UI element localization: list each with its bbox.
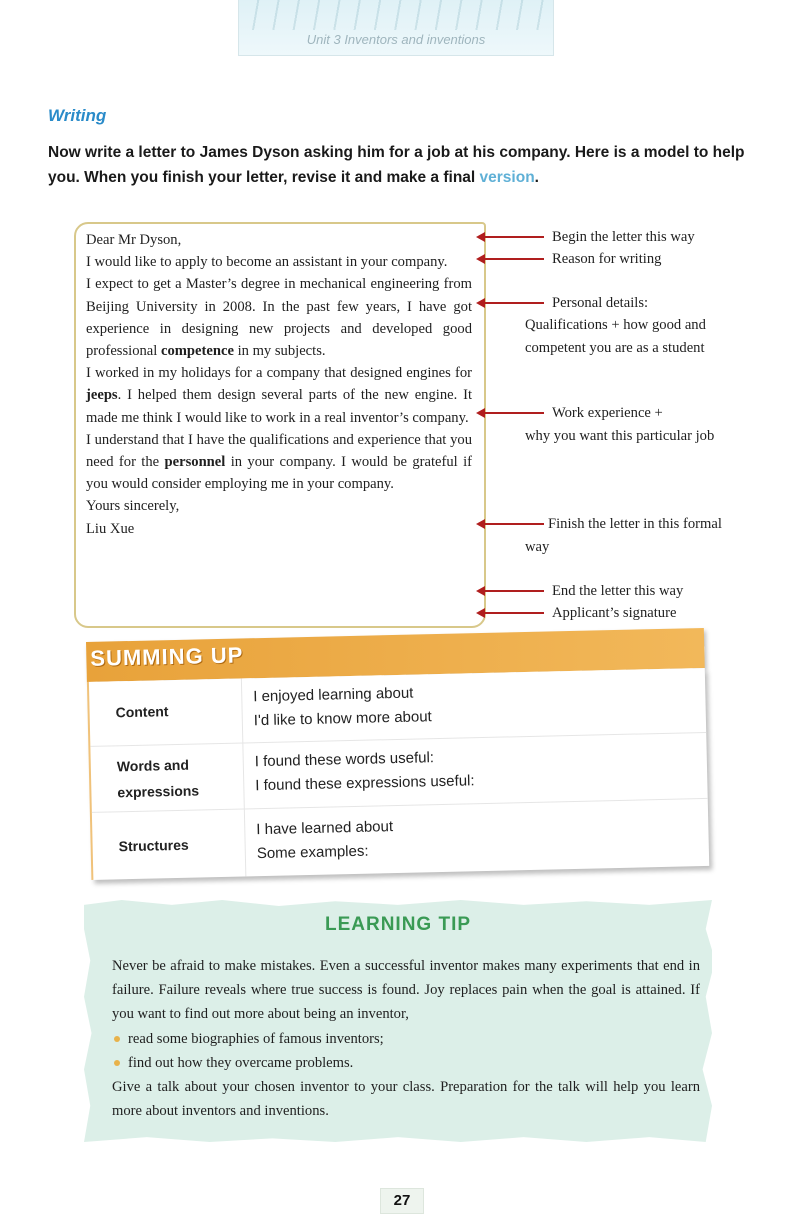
- note-work-2: why you want this particular job: [525, 428, 715, 444]
- note-signature: Applicant’s signature: [552, 605, 677, 621]
- note-finish-2: way: [525, 539, 550, 555]
- table-row-structures: [92, 798, 709, 880]
- content-line-1: I enjoyed learning about: [253, 684, 414, 706]
- instructions-text: Now write a letter to James Dyson asking him for a job at his company. Here is a model to help you. When you finish your letter, revise it and make a final: [48, 144, 745, 186]
- tip-bullet-1: [112, 1027, 700, 1051]
- writing-instructions: [48, 140, 758, 190]
- note-personal-1: Personal details:: [552, 295, 649, 311]
- arrow-1: [484, 236, 544, 238]
- summing-up-panel: [86, 628, 709, 880]
- words-line-2: I found these expressions useful:: [255, 772, 475, 795]
- row-head-structures: Structures: [118, 836, 189, 855]
- tip-bullet-2-text: find out how they overcame problems.: [128, 1054, 354, 1071]
- letter-p4-bold: personnel: [164, 454, 226, 471]
- row-head-content: Content: [115, 703, 169, 721]
- unit-header-band: [238, 0, 554, 56]
- learning-tip-body: [112, 954, 700, 1123]
- note-personal-2: Qualifications + how good and: [525, 317, 706, 333]
- note-finish-1: Finish the letter in this formal: [548, 516, 722, 532]
- structures-line-1: I have learned about: [256, 818, 394, 839]
- letter-closing: Yours sincerely,: [86, 498, 180, 515]
- instructions-highlight: version: [479, 169, 535, 186]
- letter-p2-end: in my subjects.: [233, 343, 326, 360]
- arrow-6: [484, 590, 544, 592]
- tip-paragraph-2: Give a talk about your chosen inventor to your class. Preparation for the talk will help you learn more about inventors and inventions.: [112, 1079, 700, 1120]
- letter-p4-text: I understand that I have the qualifications and experience that you need for the: [86, 431, 472, 471]
- note-work-1: Work experience +: [552, 405, 663, 421]
- arrow-7: [484, 612, 544, 614]
- letter-p2-text: I expect to get a Master’s degree in mechanical engineering from Beijing University in 2008. In the past few years, I have got experience in designing new projects and developed good professional: [86, 276, 472, 360]
- structures-line-2: Some examples:: [256, 842, 369, 863]
- header-decoration: [239, 0, 553, 30]
- letter-salutation: Dear Mr Dyson,: [86, 232, 182, 248]
- summing-up-table: [87, 668, 709, 880]
- letter-p3-text: I worked in my holidays for a company that designed engines for: [86, 365, 472, 382]
- row-head-expressions: expressions: [117, 782, 200, 801]
- letter-p2-bold: competence: [160, 343, 234, 360]
- letter-paragraph-2: [86, 273, 472, 362]
- tip-bullet-2: [112, 1051, 700, 1075]
- note-reason: Reason for writing: [552, 251, 662, 267]
- learning-tip-title: LEARNING TIP: [324, 914, 472, 935]
- row-head-words: Words and: [116, 756, 190, 775]
- note-end: End the letter this way: [552, 583, 684, 599]
- instructions-end: .: [534, 169, 539, 186]
- model-letter: [86, 229, 472, 540]
- bullet-dot-icon: [114, 1060, 120, 1066]
- arrow-2: [484, 258, 544, 260]
- arrow-3: [484, 302, 544, 304]
- letter-paragraph-4: [86, 429, 472, 496]
- letter-p4-end: in your company. I would be grateful if you would consider employing me in your company.: [86, 454, 472, 493]
- summing-up-title: SUMMING UP: [90, 642, 244, 671]
- page-number: 27: [380, 1188, 424, 1214]
- note-begin: Begin the letter this way: [552, 229, 695, 245]
- content-line-2: I'd like to know more about: [253, 708, 432, 730]
- letter-signature: Liu Xue: [86, 520, 135, 537]
- letter-p3-bold: jeeps: [86, 387, 118, 404]
- letter-paragraph-1: I would like to apply to become an assistant in your company.: [86, 254, 448, 271]
- unit-title: Unit 3 Inventors and inventions: [306, 32, 486, 47]
- arrow-5: [484, 523, 544, 525]
- letter-p3-end: . I helped them design several parts of the new engine. It made me think I would like to work in a real inventor’s company.: [86, 387, 472, 426]
- tip-bullet-1-text: read some biographies of famous inventors;: [128, 1030, 384, 1047]
- section-label-writing: Writing: [48, 106, 107, 125]
- arrow-4: [484, 412, 544, 414]
- note-personal-3: competent you are as a student: [525, 340, 705, 356]
- letter-paragraph-3: [86, 362, 472, 429]
- bullet-dot-icon: [114, 1036, 120, 1042]
- tip-paragraph-1: Never be afraid to make mistakes. Even a successful inventor makes many experiments that end in failure. Failure reveals where true success is found. Joy replaces pain when the goal is attained. If you want to find out more about being an inventor,: [112, 958, 700, 1023]
- words-line-1: I found these words useful:: [254, 749, 435, 771]
